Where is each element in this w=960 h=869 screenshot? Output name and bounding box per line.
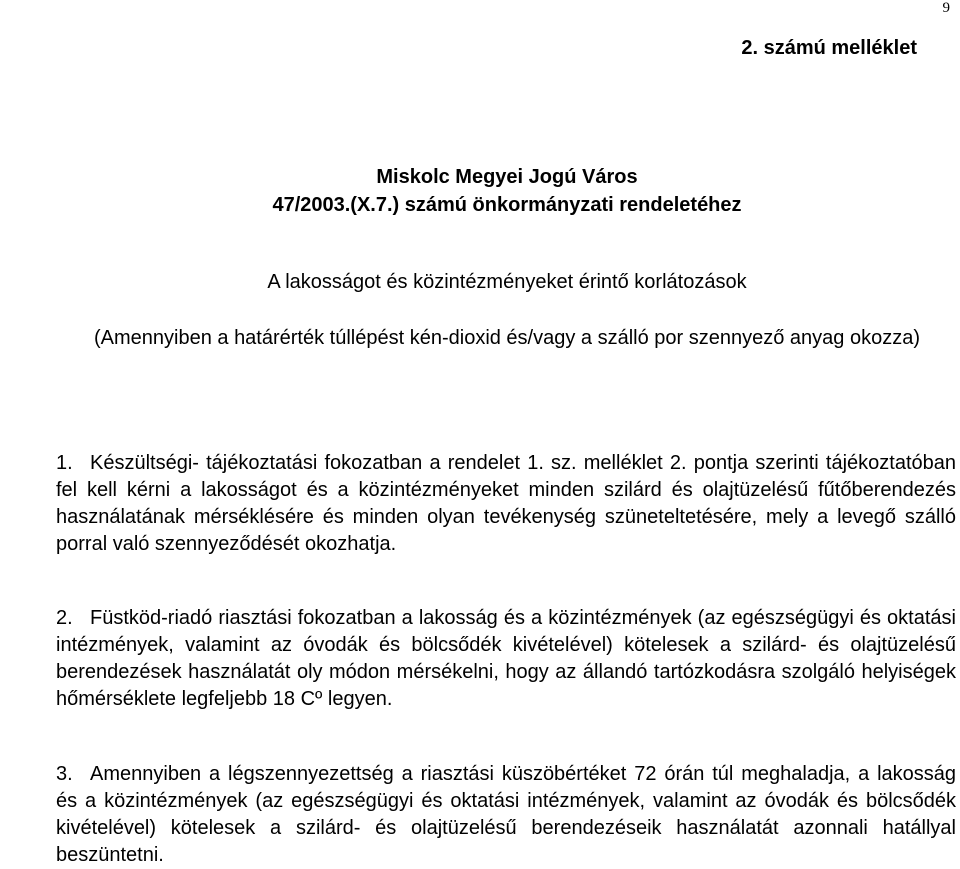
paragraph-text: Készültségi- tájékoztatási fokozatban a rendelet 1. sz. melléklet 2. pontja szerinti tájékoztatóban fel kell kérni a lakosságot és a közintézményeket minden szilárd és olajtüzelésű fűtőberendezés használatának mérséklésére és minden olyan tevékenység szüneteltetésére, mely a levegő szálló porral való szennyeződését okozhatja. bbox=[56, 452, 956, 555]
decree-reference: 47/2003.(X.7.) számú önkormányzati rendeletéhez bbox=[272, 194, 742, 216]
paragraph-3 bbox=[56, 761, 956, 869]
paragraph-2 bbox=[56, 605, 956, 713]
paragraph-number: 1. bbox=[56, 452, 73, 474]
page-number: 9 bbox=[942, 0, 950, 16]
paragraph-number: 3. bbox=[56, 763, 73, 785]
paragraph-1 bbox=[56, 450, 956, 558]
city-name: Miskolc Megyei Jogú Város bbox=[376, 166, 638, 188]
paragraph-text: Amennyiben a légszennyezettség a riasztási küszöbértéket 72 órán túl meghaladja, a lakosság és a közintézmények (az egészségügyi és oktatási intézmények, valamint az óvodák és bölcsődék kivételével) kötelesek a szilárd- és olajtüzelésű berendezéseik használatát azonnali hatállyal beszüntetni. bbox=[56, 763, 956, 866]
document-subheading: (Amennyiben a határérték túllépést kén-dioxid és/vagy a szálló por szennyező anyag okozza) bbox=[93, 327, 920, 349]
document-heading: A lakosságot és közintézményeket érintő korlátozások bbox=[267, 271, 747, 293]
annex-title: 2. számú melléklet bbox=[741, 37, 917, 59]
paragraph-number: 2. bbox=[56, 607, 73, 629]
paragraph-text: Füstköd-riadó riasztási fokozatban a lakosság és a közintézmények (az egészségügyi és oktatási intézmények, valamint az óvodák és bölcsődék kivételével) kötelesek a szilárd- és olajtüzelésű berendezések használatát oly módon mérsékelni, hogy az állandó tartózkodásra szolgáló helyiségek hőmérséklete legfeljebb 18 Cº legyen. bbox=[56, 607, 956, 710]
